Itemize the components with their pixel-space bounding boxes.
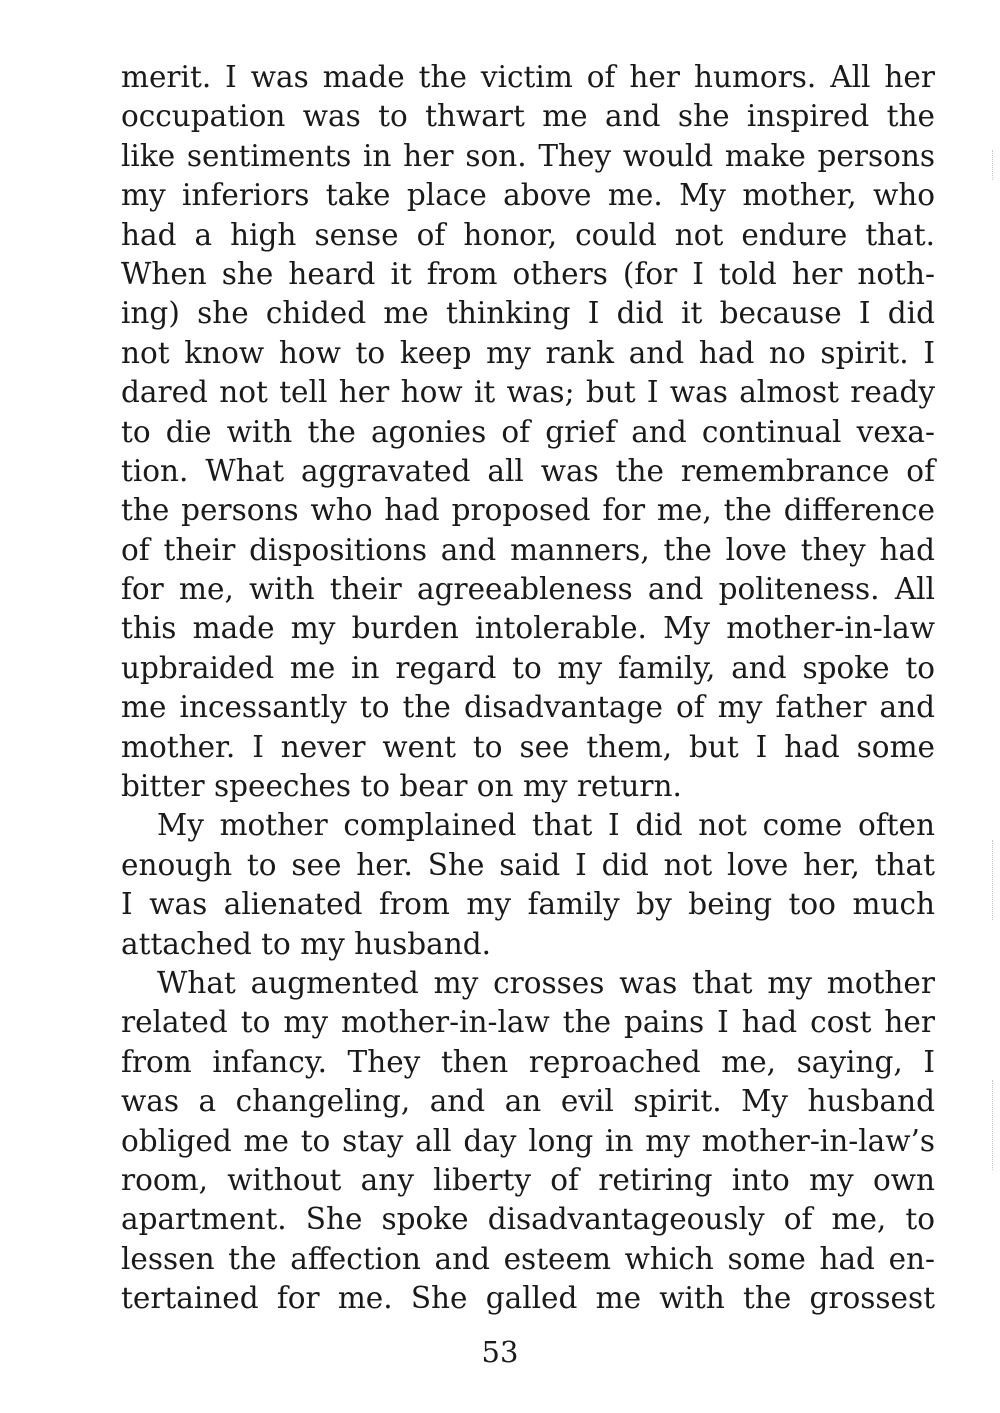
text-line: of their dispositions and manners, the love they had: [121, 532, 935, 567]
text-line: apartment. She spoke disadvantageously of me, to: [121, 1202, 935, 1237]
text-line: not know how to keep my rank and had no spirit. I: [121, 335, 935, 370]
text-line: tertained for me. She galled me with the grossest: [121, 1281, 935, 1316]
book-page-body: [121, 58, 935, 1319]
text-line: this made my burden intolerable. My mother-in-law: [121, 611, 935, 646]
text-line: ing) she chided me thinking I did it because I did: [121, 296, 935, 331]
text-line: I was alienated from my family by being too much: [121, 887, 935, 922]
text-line: to die with the agonies of grief and continual vexa-: [121, 414, 935, 449]
text-line: merit. I was made the victim of her humors. All her: [121, 60, 935, 94]
scan-margin-specks: [992, 840, 996, 920]
text-line: occupation was to thwart me and she inspired the: [121, 99, 935, 134]
paragraph-2: [121, 806, 935, 964]
scan-margin-specks: [992, 150, 996, 180]
text-line: enough to see her. She said I did not love her, that: [121, 847, 935, 882]
text-line: room, without any liberty of retiring into my own: [121, 1162, 935, 1197]
text-line: had a high sense of honor, could not endure that.: [121, 217, 935, 252]
text-line: was a changeling, and an evil spirit. My husband: [121, 1084, 935, 1119]
text-line: attached to my husband.: [121, 926, 492, 961]
text-line: dared not tell her how it was; but I was almost ready: [121, 375, 935, 410]
text-line: related to my mother-in-law the pains I had cost her: [121, 1005, 935, 1040]
text-line: like sentiments in her son. They would make persons: [121, 138, 935, 173]
text-line: tion. What aggravated all was the remembrance of: [121, 453, 935, 488]
text-line: my inferiors take place above me. My mother, who: [121, 178, 935, 213]
text-line: for me, with their agreeableness and politeness. All: [121, 572, 935, 607]
text-line: bitter speeches to bear on my return.: [121, 769, 682, 804]
paragraph-1: [121, 58, 935, 806]
text-line: me incessantly to the disadvantage of my father and: [121, 690, 935, 725]
text-line: mother. I never went to see them, but I had some: [121, 729, 935, 764]
page-number: 53: [481, 1335, 519, 1369]
text-line: obliged me to stay all day long in my mother-in-law’s: [121, 1123, 935, 1158]
paragraph-3: [121, 964, 935, 1319]
text-line: from infancy. They then reproached me, saying, I: [121, 1044, 935, 1079]
scan-margin-specks: [992, 1080, 996, 1170]
text-line: the persons who had proposed for me, the difference: [121, 493, 935, 528]
text-line: What augmented my crosses was that my mother: [157, 965, 935, 1000]
text-line: lessen the affection and esteem which some had en-: [121, 1241, 935, 1276]
text-line: upbraided me in regard to my family, and spoke to: [121, 650, 935, 685]
text-line: My mother complained that I did not come often: [157, 808, 935, 843]
text-line: When she heard it from others (for I told her noth-: [121, 256, 935, 291]
